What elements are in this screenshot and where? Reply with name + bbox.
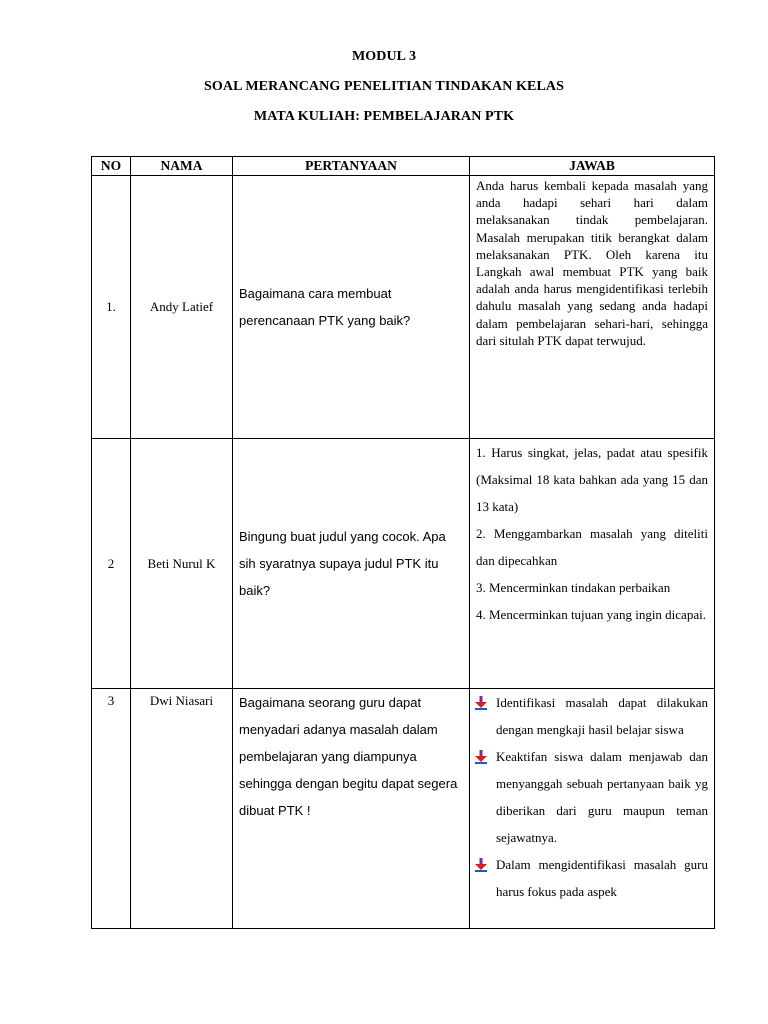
column-header-nama: NAMA [131, 157, 233, 176]
document-subtitle: SOAL MERANCANG PENELITIAN TINDAKAN KELAS [203, 79, 565, 94]
row-number: 3 [92, 689, 131, 929]
answer-item: 3. Mencerminkan tindakan perbaikan [476, 580, 671, 595]
arrow-down-bullet-icon [474, 858, 488, 872]
table-row [92, 439, 715, 689]
answer-item: 1. Harus singkat, jelas, padat atau spesifik (Maksimal 18 kata bahkan ada yang 15 dan 13 kata) [476, 445, 708, 514]
row-name: Andy Latief [131, 176, 233, 439]
row-answer: Anda harus kembali kepada masalah yang anda hadapi sehari hari dalam melaksanakan tindak pembelajaran. Masalah merupakan titik berangkat dalam melaksanakan PTK. Oleh karena itu Langkah awal membuat PTK yang baik adalah anda harus mengidentifikasi terlebih dahulu masalah yang sedang anda hadapi dalam pembelajaran sehari-hari, sehingga dari situlah PTK dapat terwujud. [470, 176, 715, 439]
arrow-down-bullet-icon [474, 696, 488, 710]
answer-item: 2. Menggambarkan masalah yang diteliti dan dipecahkan [476, 526, 708, 568]
column-header-pertanyaan: PERTANYAAN [233, 157, 470, 176]
row-question: Bingung buat judul yang cocok. Apa sih syaratnya supaya judul PTK itu baik? [233, 439, 470, 689]
row-answer [470, 689, 715, 929]
row-answer [470, 439, 715, 689]
column-header-jawab: JAWAB [470, 157, 715, 176]
answer-item: 4. Mencerminkan tujuan yang ingin dicapai. [476, 607, 706, 622]
table-row [92, 689, 715, 929]
qa-table [91, 156, 715, 929]
row-name: Dwi Niasari [131, 689, 233, 929]
course-title: MATA KULIAH: PEMBELAJARAN PTK [253, 109, 515, 124]
arrow-down-bullet-icon [474, 750, 488, 764]
row-question: Bagaimana seorang guru dapat menyadari adanya masalah dalam pembelajaran yang diampunya sehingga dengan begitu dapat segera dibuat PTK ! [233, 689, 470, 929]
row-number: 1. [92, 176, 131, 439]
row-number: 2 [92, 439, 131, 689]
row-name: Beti Nurul K [131, 439, 233, 689]
answer-bullet-item: Dalam mengidentifikasi masalah guru harus fokus pada aspek [474, 851, 708, 905]
module-title: MODUL 3 [351, 49, 417, 64]
row-question: Bagaimana cara membuat perencanaan PTK yang baik? [233, 176, 470, 439]
answer-bullet-item: Keaktifan siswa dalam menjawab dan menyanggah sebuah pertanyaan baik yg diberikan dari guru maupun teman sejawatnya. [474, 743, 708, 851]
table-row [92, 176, 715, 439]
table-header-row [92, 157, 715, 176]
column-header-no: NO [92, 157, 131, 176]
answer-bullet-item: Identifikasi masalah dapat dilakukan dengan mengkaji hasil belajar siswa [474, 689, 708, 743]
answer-bullet-list [474, 689, 708, 905]
